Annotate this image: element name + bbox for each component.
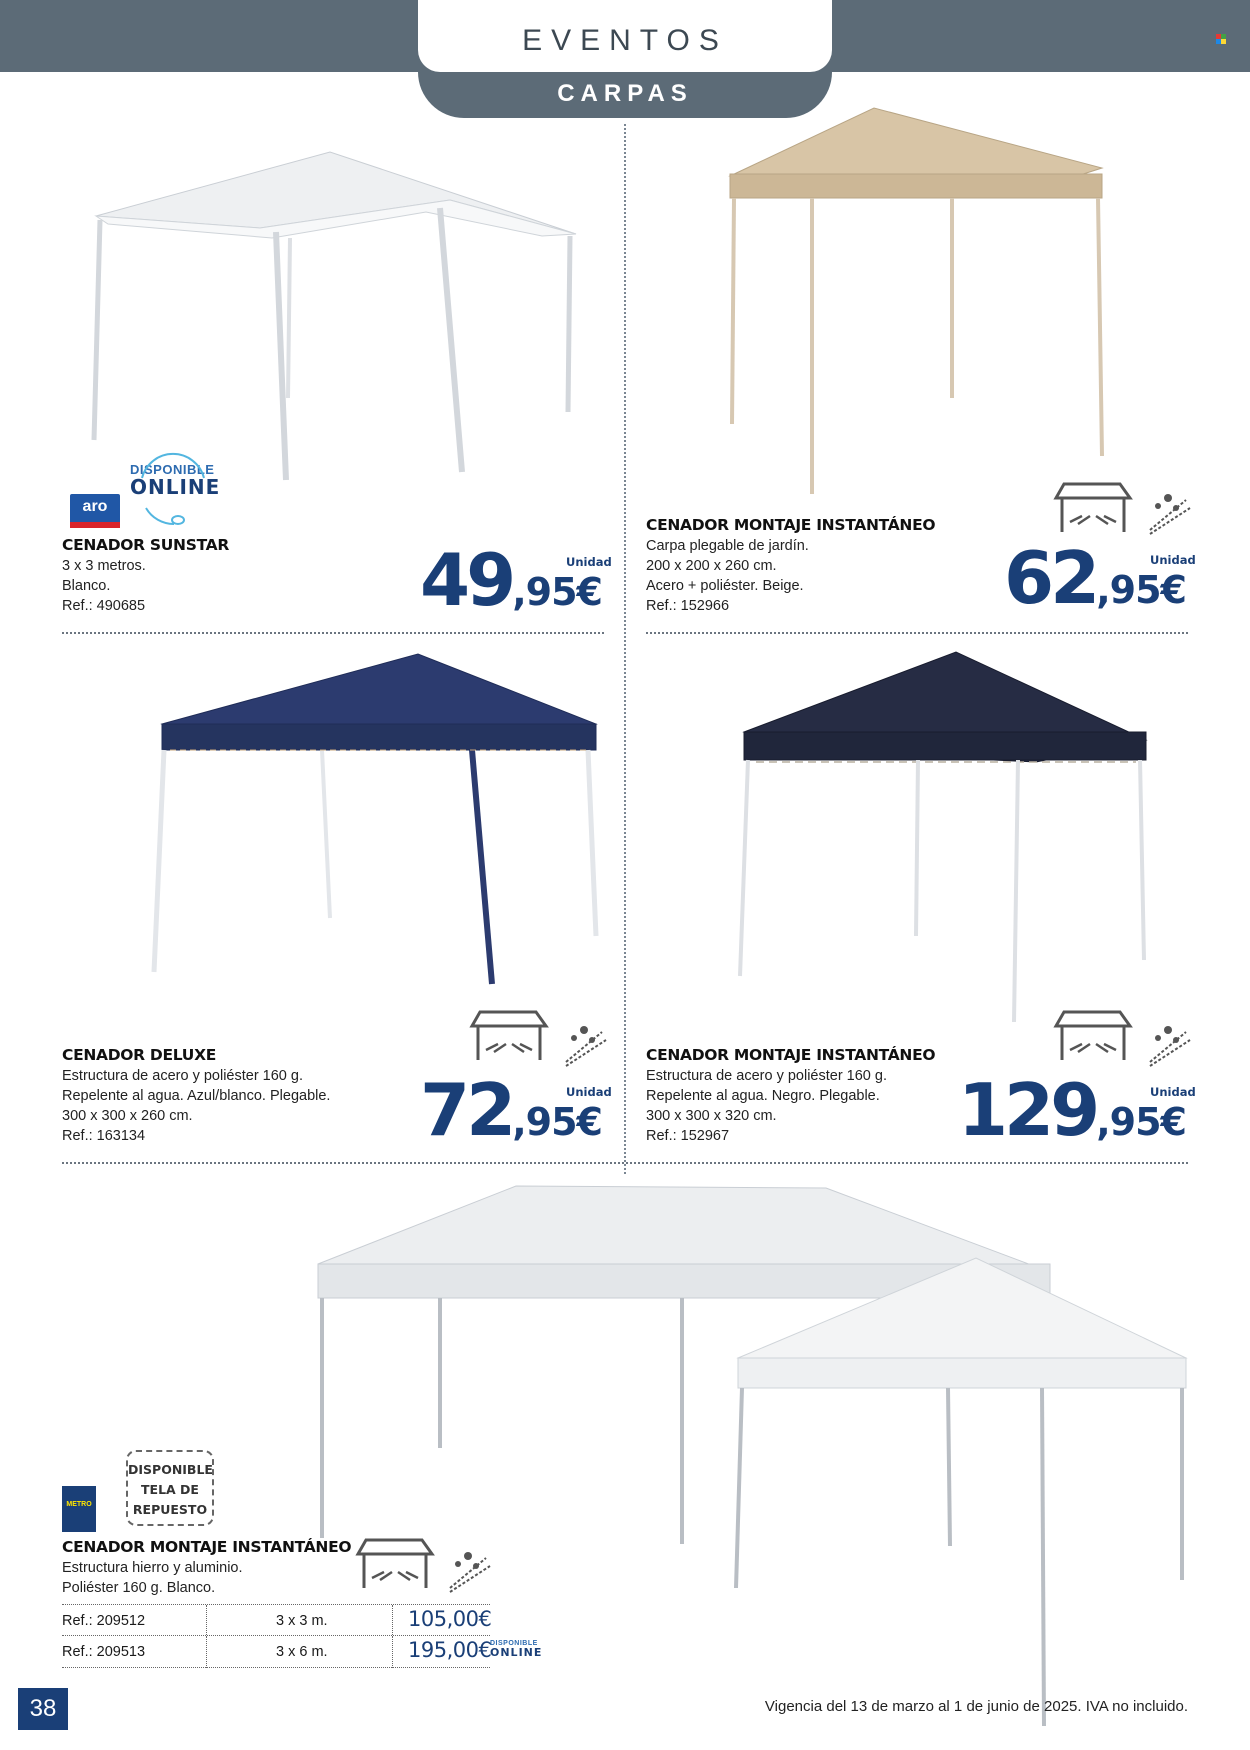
- product-price: 72,95€: [420, 1068, 602, 1152]
- online-badge[interactable]: DISPONIBLE ONLINE: [130, 462, 221, 499]
- spare-fabric-badge: DISPONIBLE TELA DE REPUESTO: [126, 1450, 214, 1526]
- unit-label: Unidad: [1150, 553, 1196, 567]
- online-badge-icon: [134, 452, 212, 530]
- water-repellent-icon: [1146, 1022, 1192, 1068]
- product-name: CENADOR DELUXE: [62, 1046, 217, 1064]
- variant-table: [62, 1604, 490, 1668]
- validity-note: Vigencia del 13 de marzo al 1 de junio de 2025. IVA no incluido.: [764, 1698, 1188, 1715]
- product-price: 49,95€: [420, 538, 602, 622]
- section-title: EVENTOS: [522, 24, 728, 57]
- product-name: CENADOR MONTAJE INSTANTÁNEO: [62, 1538, 352, 1556]
- product-details: Estructura de acero y poliéster 160 g. Repelente al agua. Azul/blanco. Plegable. 300 x 300 x 260 cm. Ref.: 163134: [62, 1068, 331, 1144]
- unit-label: Unidad: [566, 555, 612, 569]
- white-gazebo-image: [90, 150, 580, 480]
- row-divider: [62, 1162, 1188, 1164]
- blue-gazebo-image: [150, 652, 610, 984]
- product-name: CENADOR MONTAJE INSTANTÁNEO: [646, 1046, 936, 1064]
- table-row: Ref.: 209512 3 x 3 m. 105,00€: [62, 1604, 490, 1636]
- product-details: Carpa plegable de jardín. 200 x 200 x 260 cm. Acero + poliéster. Beige. Ref.: 152966: [646, 538, 809, 614]
- unit-label: Unidad: [566, 1085, 612, 1099]
- product-price: 129,95€: [957, 1068, 1186, 1152]
- folding-tent-icon: [472, 1002, 548, 1066]
- product-details: Estructura hierro y aluminio. Poliéster 160 g. Blanco.: [62, 1560, 243, 1596]
- product-details: Estructura de acero y poliéster 160 g. Repelente al agua. Negro. Plegable. 300 x 300 x 320 cm. Ref.: 152967: [646, 1068, 887, 1144]
- corner-color-mark: [1216, 34, 1226, 44]
- water-repellent-icon: [562, 1022, 608, 1068]
- product-name: CENADOR SUNSTAR: [62, 536, 229, 554]
- black-tent-image: [736, 652, 1148, 1024]
- metro-logo: METRO: [62, 1486, 96, 1532]
- product-name: CENADOR MONTAJE INSTANTÁNEO: [646, 516, 936, 534]
- beige-tent-image: [726, 108, 1106, 498]
- water-repellent-icon: [1146, 490, 1192, 536]
- subsection-title: CARPAS: [557, 80, 693, 107]
- online-badge-small[interactable]: DISPONIBLE ONLINE: [490, 1640, 543, 1659]
- product-details: 3 x 3 metros. Blanco. Ref.: 490685: [62, 558, 146, 614]
- row-divider: [646, 632, 1188, 634]
- folding-tent-icon: [358, 1530, 434, 1594]
- folding-tent-icon: [1056, 1002, 1132, 1066]
- aro-logo: aro: [70, 494, 120, 528]
- product-price: 62,95€: [1004, 536, 1186, 620]
- column-divider: [624, 124, 626, 1174]
- page-number: 38: [18, 1688, 68, 1730]
- folding-tent-icon: [1056, 474, 1132, 538]
- water-repellent-icon: [446, 1548, 492, 1594]
- unit-label: Unidad: [1150, 1085, 1196, 1099]
- row-divider: [62, 632, 604, 634]
- table-row: Ref.: 209513 3 x 6 m. 195,00€: [62, 1636, 490, 1668]
